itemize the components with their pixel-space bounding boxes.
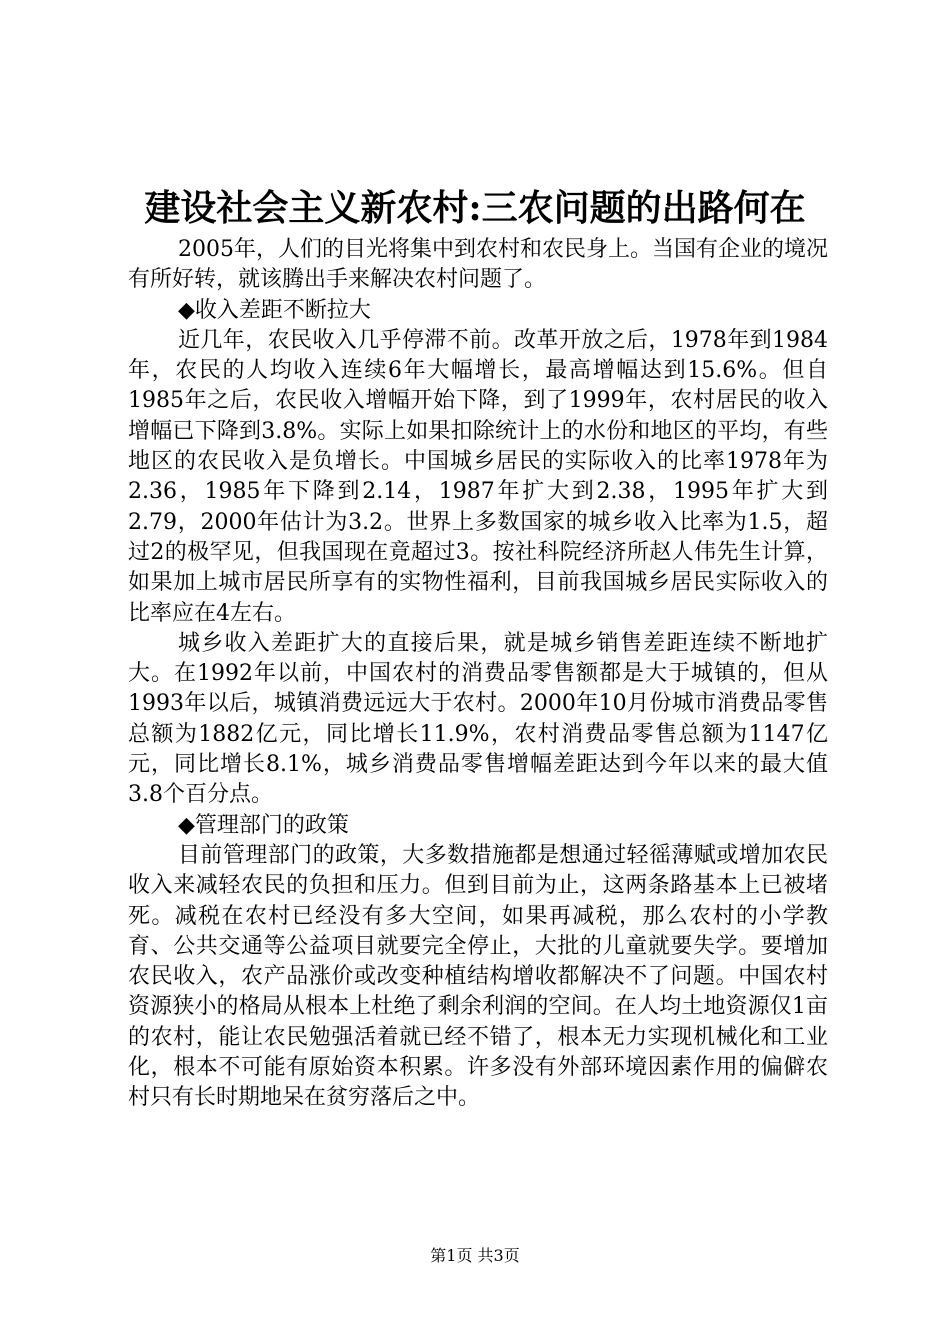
- page-footer: 第1页 共3页: [430, 1246, 520, 1265]
- paragraph-policy: 目前管理部门的政策，大多数措施都是想通过轻徭薄赋或增加农民收入来减轻农民的负担和压力。但到目前为止，这两条路基本上已被堵死。减税在农村已经没有多大空间，如果再减税，那么农村的小学教育、公共交通等公益项目就要完全停止，大批的儿童就要失学。要增加农民收入，农产品涨价或改变种植结构增收都解决不了问题。中国农村资源狭小的格局从根本上杜绝了剩余利润的空间。在人均土地资源仅1亩的农村，能让农民勉强活着就已经不错了，根本无力实现机械化和工业化，根本不可能有原始资本积累。许多没有外部环境因素作用的偏僻农村只有长时期地呆在贫穷落后之中。: [128, 842, 828, 1111]
- document-title: 建设社会主义新农村:三农问题的出路何在: [144, 187, 806, 229]
- section-heading-policy: ◆管理部门的政策: [178, 812, 349, 838]
- section-heading-income-gap: ◆收入差距不断拉大: [178, 297, 371, 323]
- paragraph-income-gap: 近几年，农民收入几乎停滞不前。改革开放之后，1978年到1984年，农民的人均收入连续6年大幅增长，最高增幅达到15.6%。但自1985年之后，农民收入增幅开始下降，到了1999年，农村居民的收入增幅已下降到3.8%。实际上如果扣除统计上的水份和地区的平均，有些地区的农民收入是负增长。中国城乡居民的实际收入的比率1978年为2.36，1985年下降到2.14，1987年扩大到2.38，1995年扩大到2.79，2000年估计为3.2。世界上多数国家的城乡收入比率为1.5，超过2的极罕见，但我国现在竟超过3。按社科院经济所赵人伟先生计算，如果加上城市居民所享有的实物性福利，目前我国城乡居民实际收入的比率应在4左右。: [128, 327, 828, 626]
- document-body: [128, 235, 828, 1114]
- paragraph-intro: 2005年，人们的目光将集中到农村和农民身上。当国有企业的境况有所好转，就该腾出手来解决农村问题了。: [128, 237, 828, 293]
- paragraph-consumption-gap: 城乡收入差距扩大的直接后果，就是城乡销售差距连续不断地扩大。在1992年以前，中国农村的消费品零售额都是大于城镇的，但从1993年以后，城镇消费远远大于农村。2000年10月份城市消费品零售总额为1882亿元，同比增长11.9%，农村消费品零售总额为1147亿元，同比增长8.1%，城乡消费品零售增幅差距达到今年以来的最大值3.8个百分点。: [128, 630, 828, 808]
